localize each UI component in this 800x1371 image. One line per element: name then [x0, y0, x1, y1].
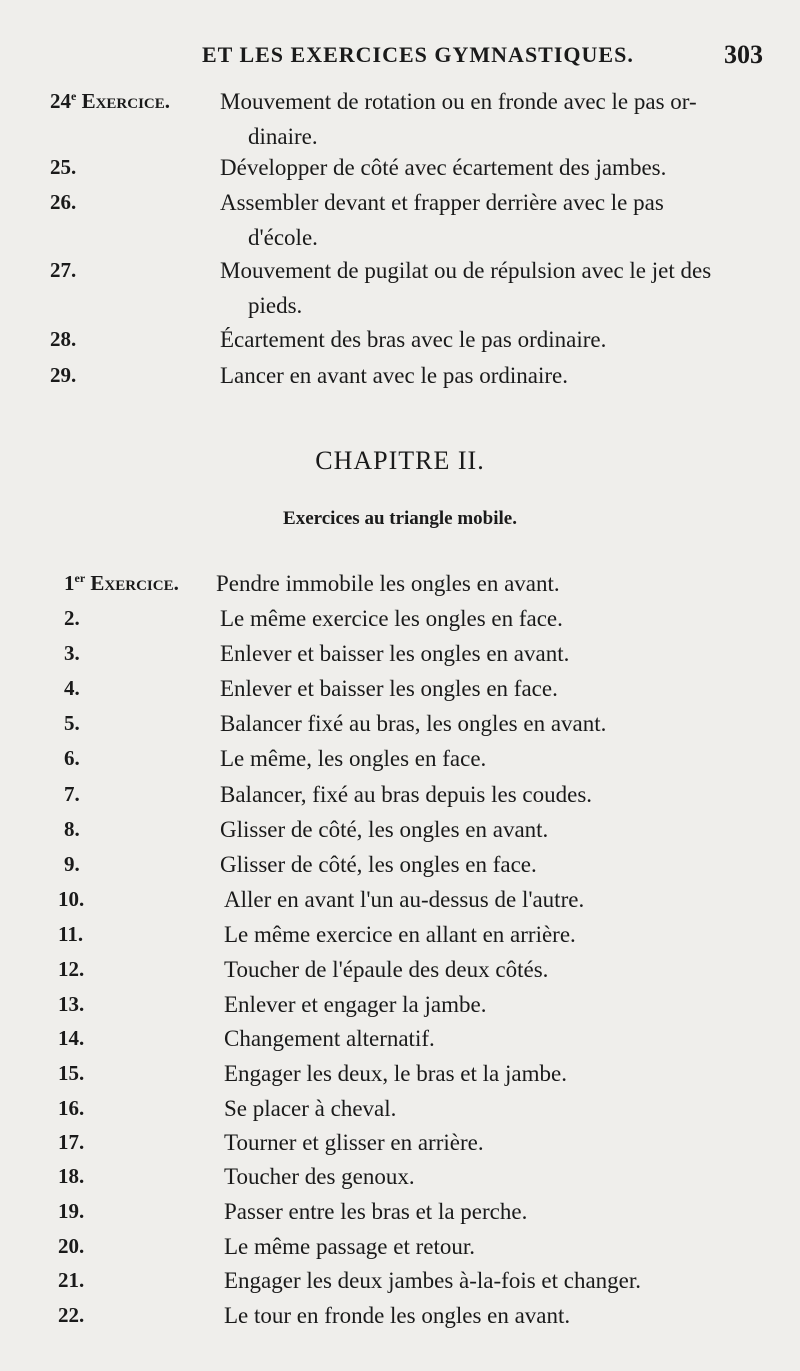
exercise-text: Le même passage et retour. [224, 1234, 475, 1259]
exercise-number: 16. [58, 1096, 85, 1120]
exercise-number: 8. [64, 817, 80, 841]
exercise-number: 27. [50, 258, 77, 282]
exercise-text: Aller en avant l'un au-dessus de l'autre. [224, 887, 585, 912]
exercise-text: Toucher de l'épaule des deux côtés. [224, 957, 549, 982]
chapter-subtitle: Exercices au triangle mobile. [283, 508, 517, 529]
exercise-text: Pendre immobile les ongles en avant. [216, 571, 560, 596]
exercise-number: 15. [58, 1061, 85, 1085]
exercise-text: Assembler devant et frapper derrière avec le pas d'école. [220, 190, 664, 250]
page-number: 303 [724, 40, 763, 69]
exercise-text: Le même, les ongles en face. [220, 746, 487, 771]
exercise-text: Engager les deux jambes à-la-fois et changer. [224, 1268, 642, 1293]
exercise-number: 19. [58, 1199, 85, 1223]
exercise-number: 21. [58, 1268, 85, 1292]
chapter-title: CHAPITRE II. [315, 446, 485, 475]
exercise-text: Toucher des genoux. [224, 1164, 415, 1189]
exercise-number: 9. [64, 852, 80, 876]
exercise-number: 2. [64, 606, 80, 630]
exercise-text: Engager les deux, le bras et la jambe. [224, 1061, 567, 1086]
exercise-number: 1er Exercice. [64, 571, 179, 595]
exercise-number: 4. [64, 676, 80, 700]
exercise-number: 22. [58, 1303, 85, 1327]
exercise-text: Tourner et glisser en arrière. [224, 1130, 484, 1155]
exercise-text: Changement alternatif. [224, 1026, 435, 1051]
exercise-number: 3. [64, 641, 80, 665]
running-head [0, 40, 800, 74]
exercise-text: Le tour en fronde les ongles en avant. [224, 1303, 571, 1328]
exercise-text: Balancer, fixé au bras depuis les coudes. [220, 782, 593, 807]
running-title: ET LES EXERCICES GYMNASTIQUES. [202, 42, 634, 67]
exercise-text: Mouvement de rotation ou en fronde avec le pas or- dinaire. [220, 89, 697, 149]
exercise-number: 7. [64, 782, 80, 806]
exercise-number: 29. [50, 363, 77, 387]
exercise-number: 10. [58, 887, 85, 911]
exercise-text: Passer entre les bras et la perche. [224, 1199, 528, 1224]
exercise-number: 24e Exercice. [50, 89, 171, 113]
exercise-number: 13. [58, 992, 85, 1016]
exercise-text: Enlever et baisser les ongles en face. [220, 676, 558, 701]
exercise-number: 25. [50, 155, 77, 179]
exercise-text: Le même exercice en allant en arrière. [224, 922, 576, 947]
exercise-number: 14. [58, 1026, 85, 1050]
exercise-text: Écartement des bras avec le pas ordinaire. [220, 327, 607, 352]
exercise-number: 28. [50, 327, 77, 351]
exercise-text: Mouvement de pugilat ou de répulsion avec le jet des pieds. [220, 258, 712, 318]
exercise-number: 20. [58, 1234, 85, 1258]
exercise-number: 12. [58, 957, 85, 981]
exercise-text: Lancer en avant avec le pas ordinaire. [220, 363, 568, 388]
exercise-text: Le même exercice les ongles en face. [220, 606, 563, 631]
exercise-text: Enlever et engager la jambe. [224, 992, 487, 1017]
exercise-text: Se placer à cheval. [224, 1096, 397, 1121]
exercise-number: 18. [58, 1164, 85, 1188]
exercise-text: Enlever et baisser les ongles en avant. [220, 641, 570, 666]
exercise-text: Balancer fixé au bras, les ongles en avant. [220, 711, 607, 736]
exercise-number: 11. [58, 922, 84, 946]
exercise-number: 5. [64, 711, 80, 735]
exercise-text: Développer de côté avec écartement des jambes. [220, 155, 667, 180]
exercise-text: Glisser de côté, les ongles en avant. [220, 817, 549, 842]
exercise-text: Glisser de côté, les ongles en face. [220, 852, 537, 877]
exercise-number: 26. [50, 190, 77, 214]
exercise-number: 6. [64, 746, 80, 770]
exercise-number: 17. [58, 1130, 85, 1154]
